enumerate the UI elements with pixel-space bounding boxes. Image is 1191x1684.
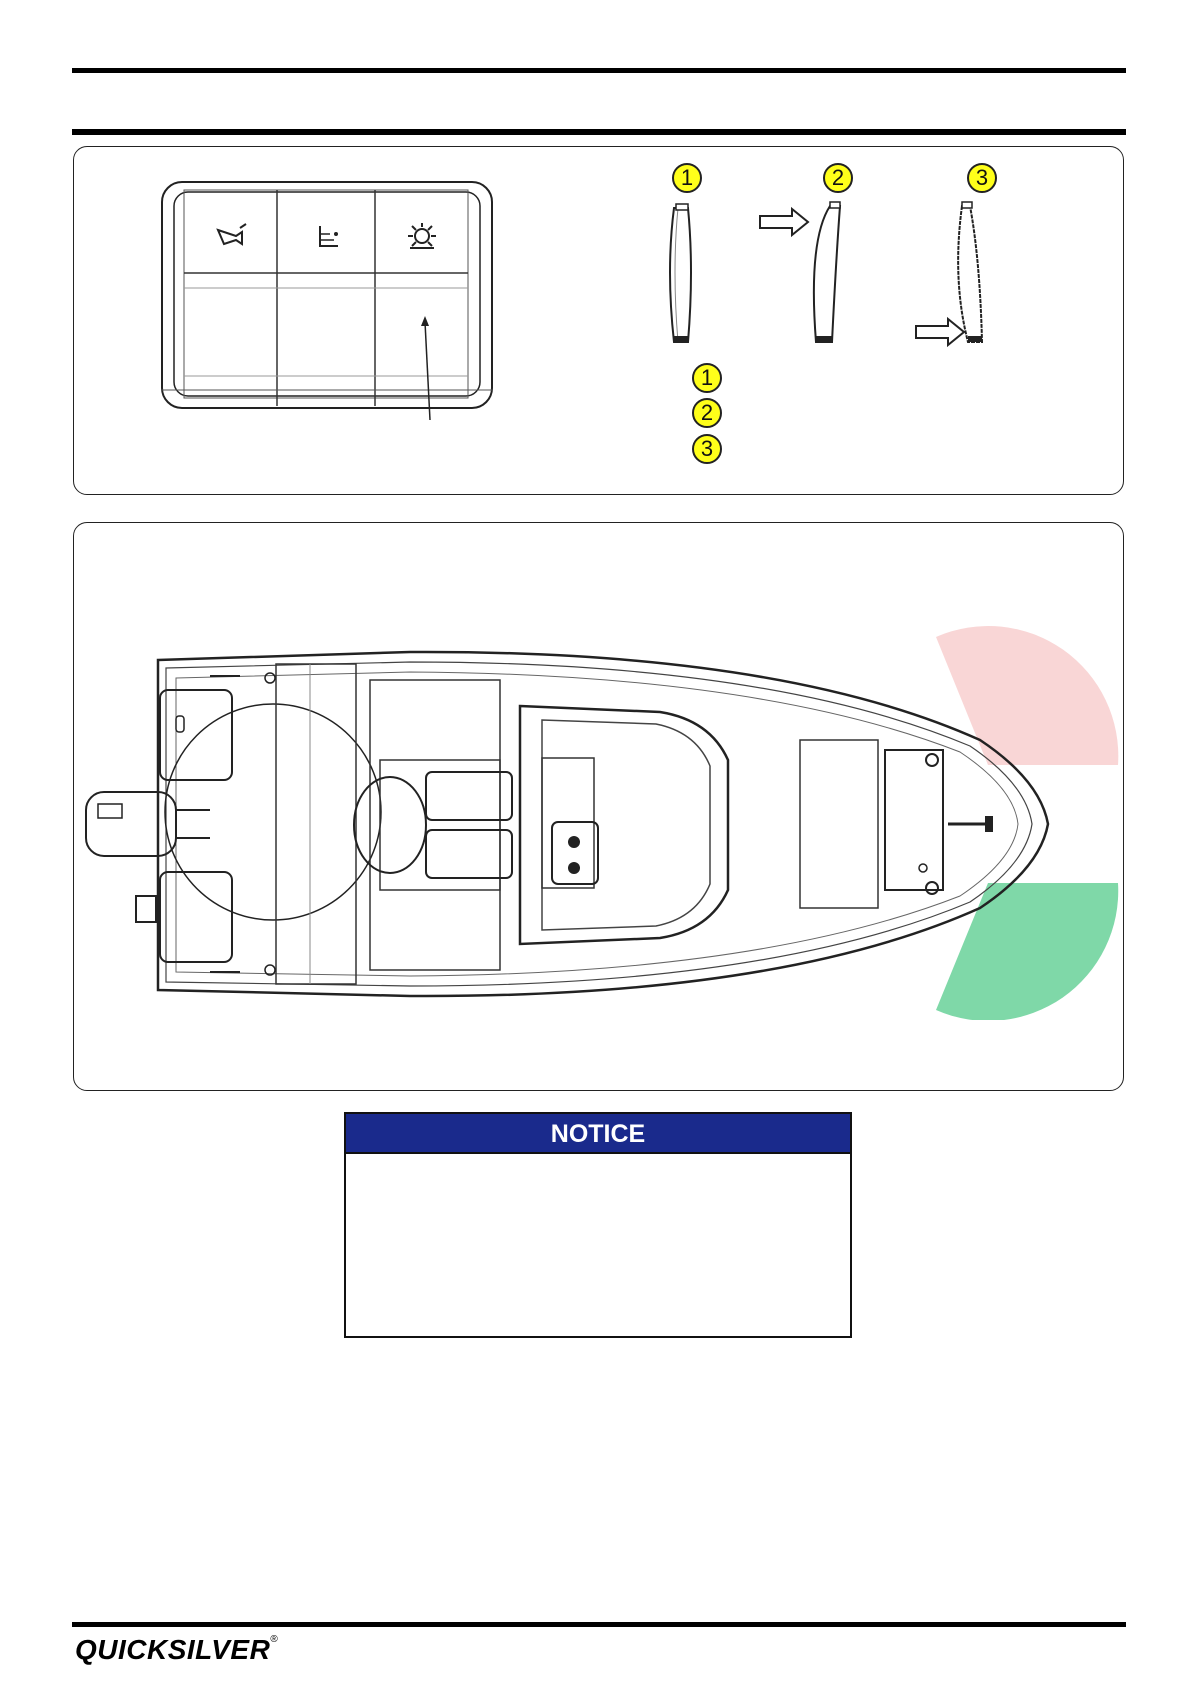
arrow-right-icon: [758, 206, 812, 238]
callout-position-1: 1: [672, 163, 702, 193]
legend-callout-2: 2: [692, 398, 722, 428]
quicksilver-logo: QUICKSILVER®: [75, 1634, 279, 1665]
callout-position-2: 2: [823, 163, 853, 193]
horn-icon: [218, 224, 246, 244]
rocker-position-1: [664, 200, 714, 350]
deck-light-icon: [408, 223, 436, 248]
callout-position-3: 3: [967, 163, 997, 193]
notice-title: NOTICE: [346, 1114, 850, 1154]
legend-callout-1: 1: [692, 363, 722, 393]
boat-top-view-drawing: [80, 620, 1120, 1020]
header-rule-bottom: [72, 129, 1126, 135]
footer-rule: [72, 1622, 1126, 1627]
starboard-light-sector: [936, 883, 1118, 1020]
port-light-sector: [936, 626, 1118, 765]
rocker-position-2: [808, 200, 858, 350]
switch-panel-drawing: [160, 180, 500, 430]
arrow-right-icon: [914, 316, 968, 348]
notice-box: [344, 1112, 852, 1338]
legend-callout-3: 3: [692, 434, 722, 464]
header-rule-top: [72, 68, 1126, 73]
nav-light-icon: [320, 226, 338, 246]
